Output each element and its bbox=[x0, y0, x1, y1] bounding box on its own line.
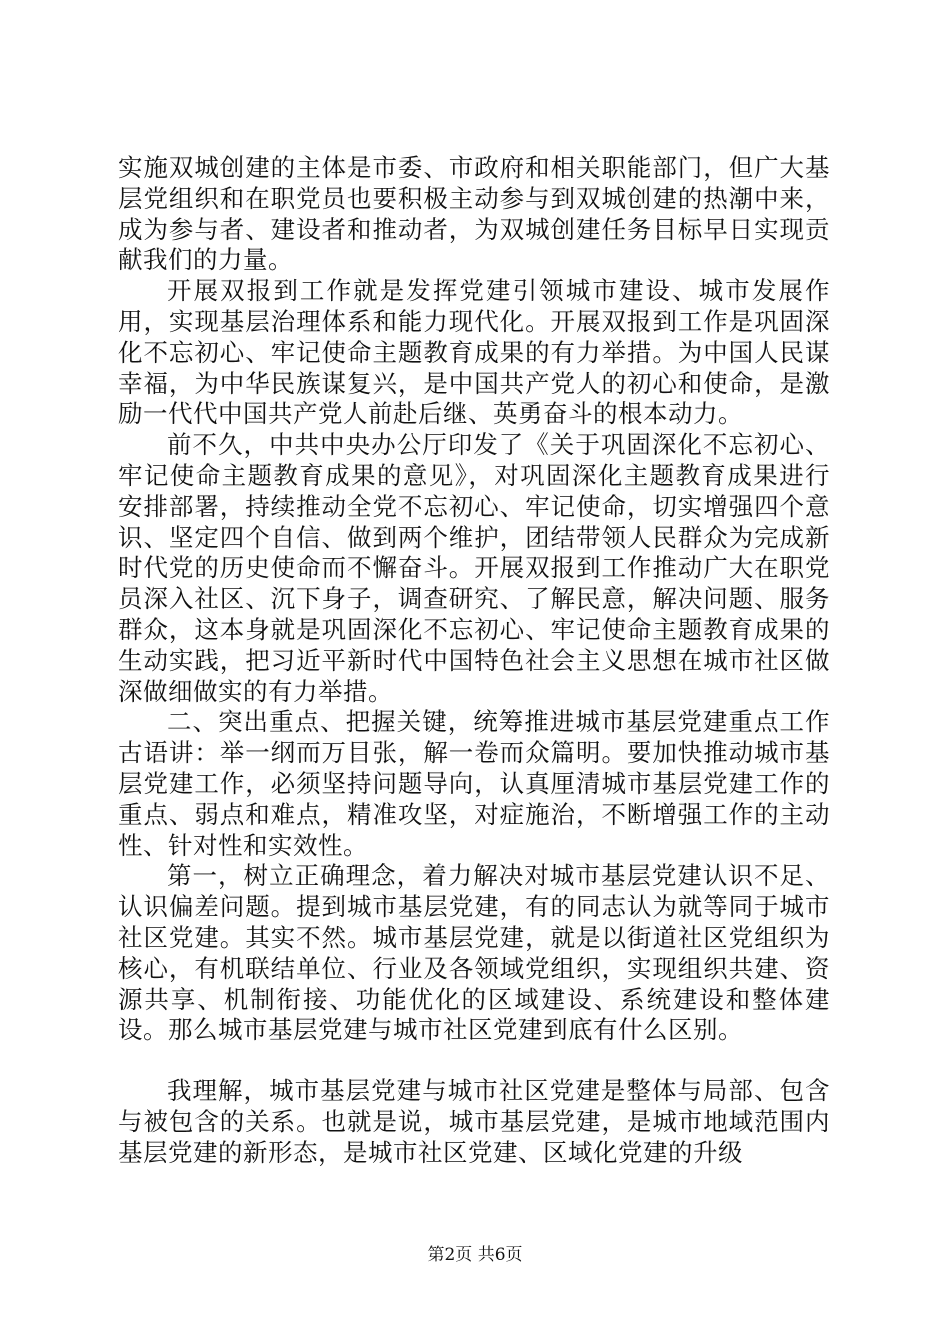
page-number-footer: 第2页 共6页 bbox=[427, 1245, 523, 1265]
paragraph-first-point: 第一，树立正确理念，着力解决对城市基层党建认识不足、认识偏差问题。提到城市基层党建，有的同志认为就等同于城市社区党建。其实不然。城市基层党建，就是以街道社区党组织为核心，有机联结单位、行业及各领域党组织，实现组织共建、资源共享、机制衔接、功能优化的区域建设、系统建设和整体建设。那么城市基层党建与城市社区党建到底有什么区别。 bbox=[118, 861, 830, 1045]
paragraph-continuation: 实施双城创建的主体是市委、市政府和相关职能部门，但广大基层党组织和在职党员也要积极主动参与到双城创建的热潮中来，成为参与者、建设者和推动者，为双城创建任务目标早日实现贡献我们的力量。 bbox=[118, 153, 830, 275]
paragraph-understanding: 我理解，城市基层党建与城市社区党建是整体与局部、包含与被包含的关系。也就是说，城市基层党建，是城市地域范围内基层党建的新形态，是城市社区党建、区域化党建的升级 bbox=[118, 1076, 830, 1167]
paragraph-section-two-heading: 二、突出重点、把握关键，统筹推进城市基层党建重点工作古语讲：举一纲而万目张，解一卷而众篇明。要加快推动城市基层党建工作，必须坚持问题导向，认真厘清城市基层党建工作的重点、弱点和难点，精准攻坚，对症施治，不断增强工作的主动性、针对性和实效性。 bbox=[118, 707, 830, 860]
paragraph-central-office-opinion: 前不久，中共中央办公厅印发了《关于巩固深化不忘初心、牢记使命主题教育成果的意见》，对巩固深化主题教育成果进行安排部署，持续推动全党不忘初心、牢记使命，切实增强四个意识、坚定四个自信、做到两个维护，团结带领人民群众为完成新时代党的历史使命而不懈奋斗。开展双报到工作推动广大在职党员深入社区、沉下身子，调查研究、了解民意，解决问题、服务群众，这本身就是巩固深化不忘初心、牢记使命主题教育成果的生动实践，把习近平新时代中国特色社会主义思想在城市社区做深做细做实的有力举措。 bbox=[118, 430, 830, 706]
document-body bbox=[118, 153, 830, 1169]
paragraph-dual-reporting: 开展双报到工作就是发挥党建引领城市建设、城市发展作用，实现基层治理体系和能力现代化。开展双报到工作是巩固深化不忘初心、牢记使命主题教育成果的有力举措。为中国人民谋幸福，为中华民族谋复兴，是中国共产党人的初心和使命，是激励一代代中国共产党人前赴后继、英勇奋斗的根本动力。 bbox=[118, 276, 830, 429]
